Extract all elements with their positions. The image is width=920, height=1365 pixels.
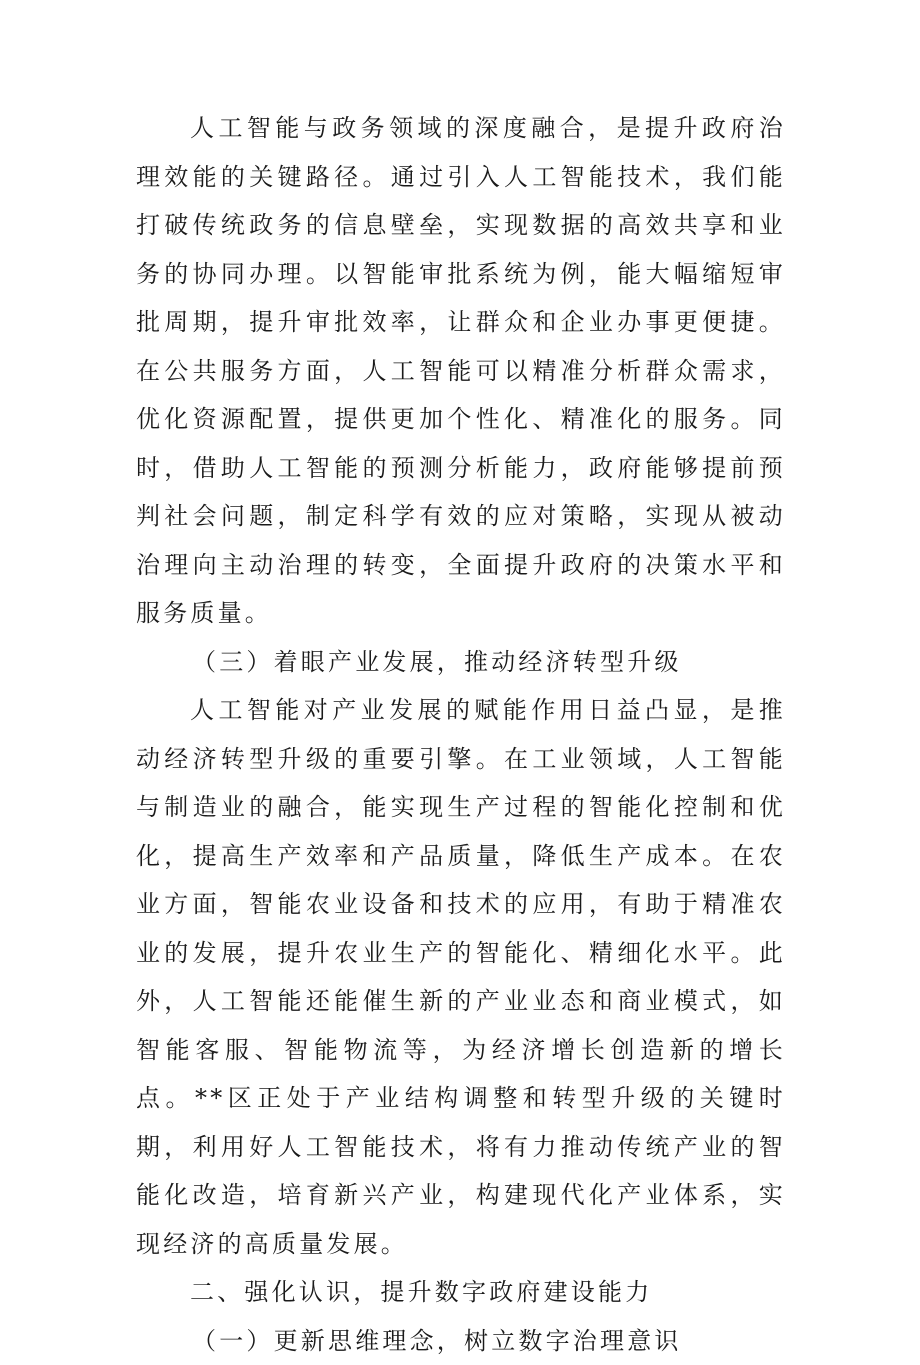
document-body	[136, 104, 786, 1365]
paragraph-ai-government: 人工智能与政务领域的深度融合，是提升政府治理效能的关键路径。通过引入人工智能技术，我们能打破传统政务的信息壁垒，实现数据的高效共享和业务的协同办理。以智能审批系统为例，能大幅缩短审批周期，提升审批效率，让群众和企业办事更便捷。在公共服务方面，人工智能可以精准分析群众需求，优化资源配置，提供更加个性化、精准化的服务。同时，借助人工智能的预测分析能力，政府能够提前预判社会问题，制定科学有效的应对策略，实现从被动治理向主动治理的转变，全面提升政府的决策水平和服务质量。	[136, 104, 786, 638]
subheading-digital-governance-mindset: （一）更新思维理念，树立数字治理意识	[136, 1317, 786, 1365]
subheading-industry-development: （三）着眼产业发展，推动经济转型升级	[136, 638, 786, 687]
paragraph-ai-industry: 人工智能对产业发展的赋能作用日益凸显，是推动经济转型升级的重要引擎。在工业领域，人工智能与制造业的融合，能实现生产过程的智能化控制和优化，提高生产效率和产品质量，降低生产成本。在农业方面，智能农业设备和技术的应用，有助于精准农业的发展，提升农业生产的智能化、精细化水平。此外，人工智能还能催生新的产业业态和商业模式，如智能客服、智能物流等，为经济增长创造新的增长点。**区正处于产业结构调整和转型升级的关键时期，利用好人工智能技术，将有力推动传统产业的智能化改造，培育新兴产业，构建现代化产业体系，实现经济的高质量发展。	[136, 686, 786, 1268]
section-heading-digital-government: 二、强化认识，提升数字政府建设能力	[136, 1268, 786, 1317]
